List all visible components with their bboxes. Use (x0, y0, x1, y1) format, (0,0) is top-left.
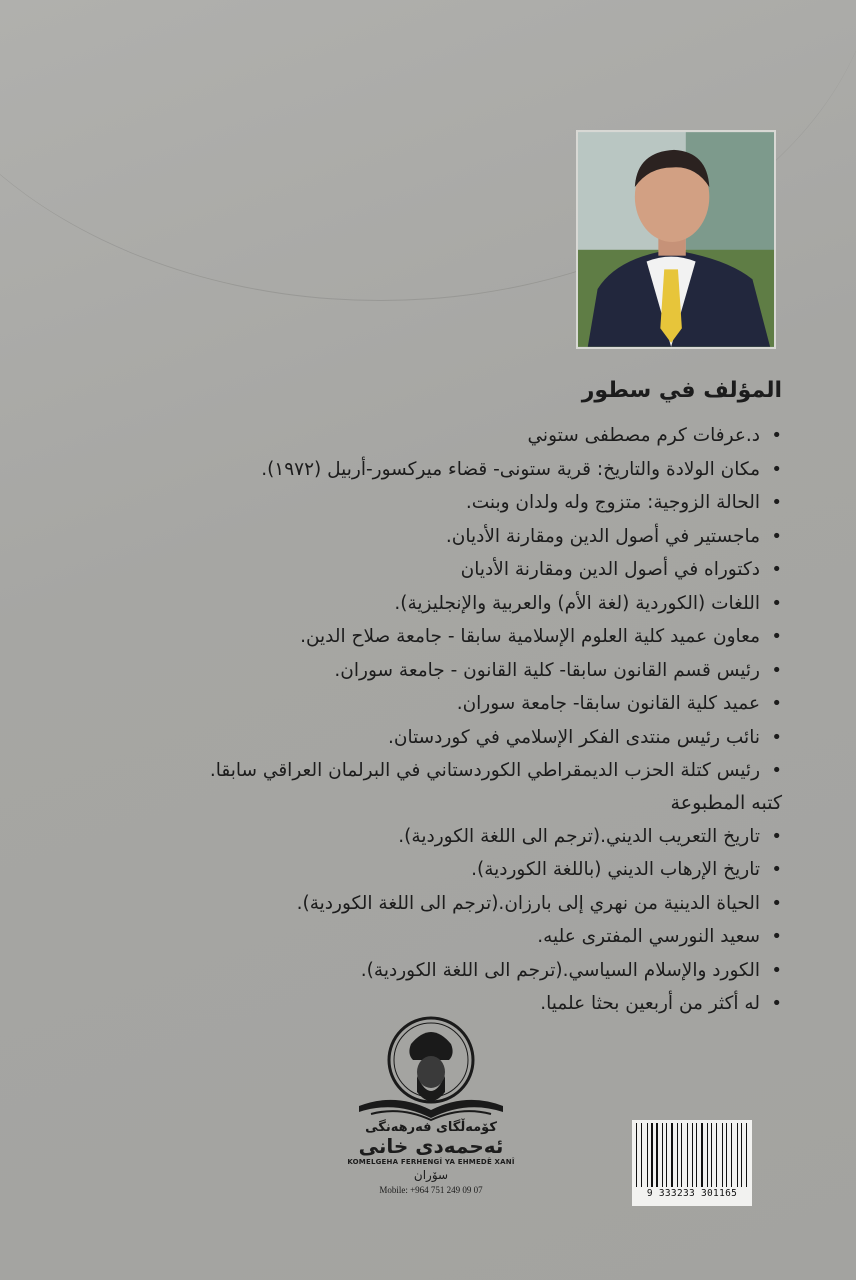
barcode-bar (722, 1123, 723, 1187)
barcode-bar (694, 1123, 695, 1187)
barcode-bar (696, 1123, 697, 1187)
author-bio (40, 378, 782, 1021)
book-item: • الكورد والإسلام السياسي.(ترجم الى اللغة الكوردية). (40, 954, 782, 988)
barcode-bar (639, 1123, 640, 1187)
publisher-name: ئەحمەدی خانی (358, 1134, 504, 1158)
barcode-bar (699, 1123, 700, 1187)
barcode-bar (692, 1123, 693, 1187)
barcode-bar (726, 1123, 727, 1187)
barcode-bar (655, 1123, 656, 1187)
barcode-bar (659, 1123, 660, 1187)
barcode-bar (636, 1123, 637, 1187)
bio-item: • اللغات (الكوردية (لغة الأم) والعربية والإنجليزية). (40, 587, 782, 621)
barcode-bar (718, 1123, 720, 1187)
barcode-bar (651, 1123, 652, 1187)
bio-list (40, 419, 782, 788)
barcode-bars (636, 1123, 748, 1187)
barcode-bar (656, 1123, 658, 1187)
barcode-bar (674, 1123, 675, 1187)
books-heading: كتبه المطبوعة (670, 791, 782, 814)
barcode-bar (716, 1123, 717, 1187)
publisher-latin-name: KOMELGEHA FERHENGÎ YA EHMEDÊ XANÎ (347, 1158, 515, 1166)
bio-item: • نائب رئيس منتدى الفكر الإسلامي في كوردستان. (40, 721, 782, 755)
barcode-bar (647, 1123, 648, 1187)
book-item: • تاريخ الإرهاب الديني (باللغة الكوردية). (40, 853, 782, 887)
barcode-bar (741, 1123, 742, 1187)
bio-item: • مكان الولادة والتاريخ: قرية ستونى- قضاء ميركسور-أربيل (١٩٧٢). (40, 453, 782, 487)
bio-item: • د.عرفات كرم مصطفى ستوني (40, 419, 782, 453)
barcode-bar (641, 1123, 642, 1187)
book-item: • الحياة الدينية من نهري إلى بارزان.(ترجم الى اللغة الكوردية). (40, 887, 782, 921)
barcode-bar (709, 1123, 710, 1187)
book-item: • تاريخ التعريب الديني.(ترجم الى اللغة الكوردية). (40, 820, 782, 854)
bio-item: • ماجستير في أصول الدين ومقارنة الأديان. (40, 520, 782, 554)
barcode-bar (707, 1123, 708, 1187)
barcode-bar (677, 1123, 678, 1187)
book-item: • سعيد النورسي المفترى عليه. (40, 920, 782, 954)
bio-item: • معاون عميد كلية العلوم الإسلامية سابقا - جامعة صلاح الدين. (40, 620, 782, 654)
barcode-bar (662, 1123, 663, 1187)
barcode-bar (643, 1123, 645, 1187)
bio-item: • الحالة الزوجية: متزوج وله ولدان وبنت. (40, 486, 782, 520)
author-photo (576, 130, 776, 349)
barcode-bar (729, 1123, 730, 1187)
barcode-bar (684, 1123, 686, 1187)
publisher-mobile: Mobile: +964 751 249 09 07 (379, 1185, 483, 1195)
barcode-bar (711, 1123, 712, 1187)
publisher-logo (346, 1014, 516, 1214)
barcode-bar (733, 1123, 735, 1187)
barcode-bar (649, 1123, 650, 1187)
barcode-bar (744, 1123, 745, 1187)
bio-item: • عميد كلية القانون سابقا- جامعة سوران. (40, 687, 782, 721)
barcode-bar (671, 1123, 673, 1187)
publisher-city: سۆران (413, 1168, 449, 1182)
barcode-bar (666, 1123, 667, 1187)
barcode-digits: 9 333233 301165 (646, 1188, 738, 1199)
bio-item: • دكتوراه في أصول الدين ومقارنة الأديان (40, 553, 782, 587)
books-list (40, 820, 782, 1021)
bio-item: • رئيس كتلة الحزب الديمقراطي الكوردستاني في البرلمان العراقي سابقا. (40, 754, 782, 788)
barcode-bar (746, 1123, 747, 1187)
barcode-bar (701, 1123, 703, 1187)
barcode-bar (714, 1123, 715, 1187)
barcode-bar (731, 1123, 732, 1187)
barcode-bar (681, 1123, 682, 1187)
barcode-bar (739, 1123, 740, 1187)
barcode-bar (724, 1123, 725, 1187)
barcode-bar (664, 1123, 665, 1187)
bio-heading: المؤلف في سطور (581, 378, 782, 403)
isbn-barcode (632, 1120, 752, 1206)
bio-item: • رئيس قسم القانون سابقا- كلية القانون - جامعة سوران. (40, 654, 782, 688)
barcode-bar (669, 1123, 670, 1187)
barcode-bar (737, 1123, 738, 1187)
publisher-tagline: كۆمەڵگای فەرهەنگی (365, 1120, 497, 1135)
barcode-bar (679, 1123, 680, 1187)
barcode-bar (687, 1123, 688, 1187)
barcode-bar (704, 1123, 705, 1187)
barcode-bar (689, 1123, 690, 1187)
book-item: • له أكثر من أربعين بحثا علميا. (40, 987, 782, 1021)
publisher-emblem-icon (351, 1014, 511, 1124)
